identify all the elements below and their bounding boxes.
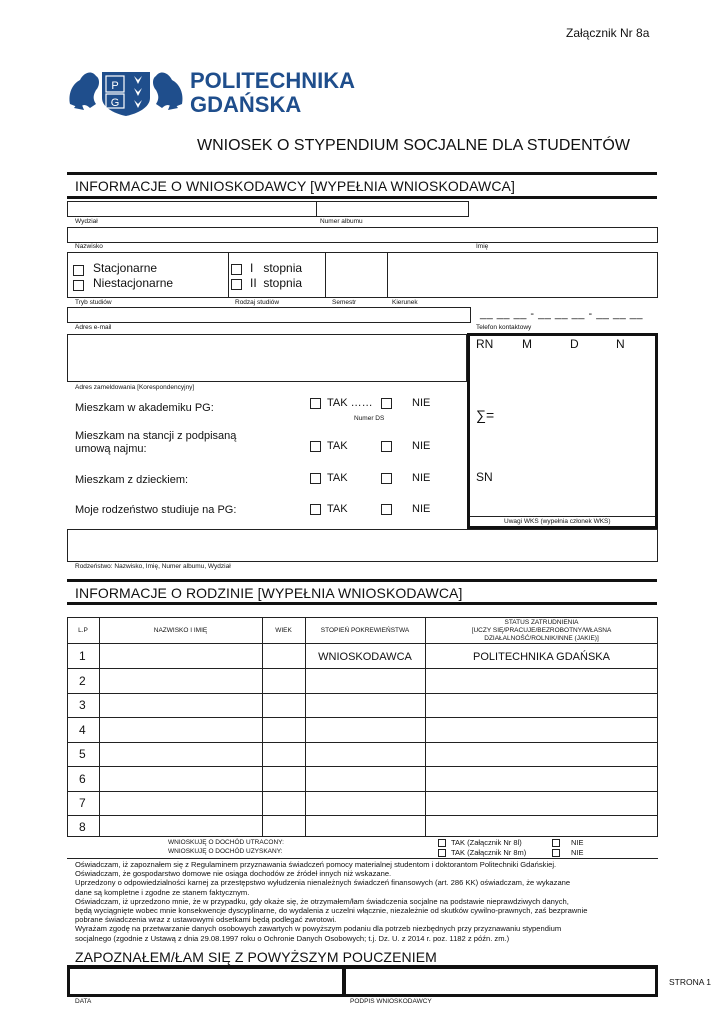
declaration-line: pobrane świadczenia wraz z ustawowymi odsetkami będą podlegać zwrotowi. <box>75 915 337 925</box>
email-input[interactable] <box>67 307 471 323</box>
q-rental-yes-label: TAK <box>327 440 348 452</box>
first-degree-label: I stopnia <box>250 261 303 275</box>
study-mode-label: Tryb studiów <box>75 299 112 306</box>
income-gained-yes-checkbox[interactable] <box>438 849 446 857</box>
family-table <box>67 617 658 837</box>
q-rental-label: Mieszkam na stancji z podpisaną umową najmu: <box>75 430 237 455</box>
stacjonarne-checkbox[interactable] <box>73 265 84 276</box>
q-child-no-label: NIE <box>412 472 431 484</box>
shield-letter-p: P <box>111 80 119 92</box>
niestacjonarne-checkbox[interactable] <box>73 280 84 291</box>
wks-sum: ∑= <box>476 407 495 423</box>
income-gained-no-label: NIE <box>571 848 584 857</box>
phone-label: Telefon kontaktowy <box>476 324 532 331</box>
acknowledgement: ZAPOZNAŁEM/ŁAM SIĘ Z POWYŻSZYM POUCZENIEM <box>75 949 437 965</box>
signature-input[interactable] <box>343 966 658 997</box>
logo-emblem-icon <box>66 64 186 116</box>
wks-col-rn: RN <box>476 337 494 351</box>
section1-top-rule <box>67 172 657 175</box>
col-name: NAZWISKO I IMIĘ <box>153 627 208 634</box>
income-lost-no-label: NIE <box>571 838 584 847</box>
declaration-line: socjalnego (zgodnie z Ustawą z dnia 29.08.1997 roku o Ochronie Danych Osobowych; t.j. Dz. U. z 2014 r. poz. 1182 z późn. zm.) <box>75 933 510 943</box>
declaration-line: Oświadczam, iż uprzedzono mnie, że w przypadku, gdy okaże się, że otrzymałem/łam świadczenia socjalne na podstawie nieprawdziwych danych, <box>75 896 569 906</box>
q-child-yes-checkbox[interactable] <box>310 473 321 484</box>
q-dormitory-label: Mieszkam w akademiku PG: <box>75 402 214 414</box>
row-7-lp: 7 <box>79 796 86 810</box>
declaration-line: dane są kompletne i zgodne ze stanem faktycznym. <box>75 887 250 897</box>
row-8-lp: 8 <box>79 820 86 834</box>
section1-title: INFORMACJE O WNIOSKODAWCY [WYPEŁNIA WNIOSKODAWCA] <box>75 178 515 194</box>
field-label: Kierunek <box>392 299 418 306</box>
q-dormitory-no-label: NIE <box>412 397 431 409</box>
q-rental-yes-checkbox[interactable] <box>310 441 321 452</box>
wks-caption: Uwagi WKS (wypełnia członek WKS) <box>504 518 611 525</box>
declarations <box>75 860 655 943</box>
income-lost-no-checkbox[interactable] <box>552 839 560 847</box>
stacjonarne-label: Stacjonarne <box>93 261 158 275</box>
q-dormitory-yes-label: TAK …… <box>327 397 373 409</box>
declaration-line: Oświadczam, że gospodarstwo domowe nie osiąga dochodów ze źródeł innych niż wskazane. <box>75 869 392 879</box>
wks-col-m: M <box>522 337 532 351</box>
q-dormitory-yes-checkbox[interactable] <box>310 398 321 409</box>
declaration-line: Oświadczam, iż zapoznałem się z Regulaminem przyznawania świadczeń pomocy materialnej studentom i doktorantom Politechniki Gdańskiej. <box>75 860 557 869</box>
siblings-label: Rodzeństwo: Nazwisko, Imię, Numer albumu, Wydział <box>75 563 231 570</box>
row-1-status: POLITECHNIKA GDAŃSKA <box>473 651 610 663</box>
income-gained-yes-label: TAK (Załącznik Nr 8m) <box>451 848 527 857</box>
album-input[interactable] <box>316 201 469 217</box>
col-relation: STOPIEŃ POKREWIEŃSTWA <box>320 627 410 634</box>
row-5-lp: 5 <box>79 747 86 761</box>
q-rental-no-checkbox[interactable] <box>381 441 392 452</box>
address-label: Adres zameldowania [Korespondencyjny] <box>75 384 195 391</box>
q-child-no-checkbox[interactable] <box>381 473 392 484</box>
row-1-lp: 1 <box>79 649 86 663</box>
q-siblings-label: Moje rodzeństwo studiuje na PG: <box>75 504 237 516</box>
date-label: DATA <box>75 998 92 1005</box>
declaration-line: Uprzedzony o odpowiedzialności karnej za przestępstwo wyłudzenia nienależnych świadczeń finansowych (art. 286 KK) oświadczam, że wykazane <box>75 878 571 888</box>
logo-text-line1: POLITECHNIKA <box>190 68 355 93</box>
date-input[interactable] <box>67 966 345 997</box>
address-input[interactable] <box>67 334 467 382</box>
q-rental-no-label: NIE <box>412 440 431 452</box>
second-degree-label: II stopnia <box>250 276 303 290</box>
shield-letter-g: G <box>110 97 120 109</box>
col-status-3: DZIAŁALNOŚĆ/ROLNIK/INNE (JAKIE)] <box>484 635 599 642</box>
section2-top-rule <box>67 579 657 582</box>
siblings-input[interactable] <box>67 529 658 562</box>
wks-sn: SN <box>476 470 493 484</box>
logo-text-line2: GDAŃSKA <box>190 92 302 117</box>
col-lp: L.P <box>78 627 88 634</box>
q-child-label: Mieszkam z dzieckiem: <box>75 474 189 486</box>
wks-box <box>467 333 658 529</box>
annex-label: Załącznik Nr 8a <box>566 26 650 40</box>
page-number: STRONA 1 <box>669 977 712 987</box>
ds-number-label: Numer DS <box>354 415 385 422</box>
faculty-label: Wydział <box>75 218 98 225</box>
income-lost-label: WNIOSKUJĘ O DOCHÓD UTRACONY: <box>168 839 284 846</box>
second-degree-checkbox[interactable] <box>231 279 242 290</box>
row-6-lp: 6 <box>79 772 86 786</box>
signature-label: PODPIS WNIOSKODAWCY <box>350 998 432 1005</box>
name-label: Imię <box>476 243 489 250</box>
surname-label: Nazwisko <box>75 243 103 250</box>
q-siblings-no-label: NIE <box>412 503 431 515</box>
phone-mask[interactable]: __ __ __ - __ __ __ - __ __ __ <box>480 308 644 320</box>
declaration-line: Wyrażam zgodę na przetwarzanie danych osobowych zawartych w powyższym podaniu dla potrzeb niezbędnych przy przyznawaniu stypendium <box>75 924 562 934</box>
income-gained-label: WNIOSKUJĘ O DOCHÓD UZYSKANY: <box>168 848 283 855</box>
q-siblings-yes-checkbox[interactable] <box>310 504 321 515</box>
degree-label: Rodzaj studiów <box>235 299 280 306</box>
semester-label: Semestr <box>332 299 357 306</box>
wks-col-d: D <box>570 337 579 351</box>
first-degree-checkbox[interactable] <box>231 264 242 275</box>
col-age: WIEK <box>275 627 292 634</box>
niestacjonarne-label: Niestacjonarne <box>93 276 174 290</box>
faculty-input[interactable] <box>67 201 317 217</box>
q-siblings-no-checkbox[interactable] <box>381 504 392 515</box>
section1-bottom-rule <box>67 196 657 199</box>
study-info-box <box>67 252 658 298</box>
email-label: Adres e-mail <box>75 324 112 331</box>
q-dormitory-no-checkbox[interactable] <box>381 398 392 409</box>
row-1-relation: WNIOSKODAWCA <box>318 651 412 663</box>
row-4-lp: 4 <box>79 723 86 737</box>
q-child-yes-label: TAK <box>327 472 348 484</box>
section2-bottom-rule <box>67 602 657 605</box>
wks-col-n: N <box>616 337 625 351</box>
row-3-lp: 3 <box>79 698 86 712</box>
row-2-lp: 2 <box>79 674 86 688</box>
form-title: WNIOSEK O STYPENDIUM SOCJALNE DLA STUDENTÓW <box>197 137 630 154</box>
section2-title: INFORMACJE O RODZINIE [WYPEŁNIA WNIOSKODAWCA] <box>75 585 463 601</box>
col-status-2: [UCZY SIĘ/PRACUJE/BEZROBOTNY/WŁASNA <box>471 627 612 634</box>
album-label: Numer albumu <box>320 218 363 225</box>
col-status-1: STATUS ZATRUDNIENIA <box>504 619 579 626</box>
q-siblings-yes-label: TAK <box>327 503 348 515</box>
income-gained-no-checkbox[interactable] <box>552 849 560 857</box>
pg-logo <box>66 64 186 116</box>
declaration-line: będą wyciągnięte wobec mnie konsekwencje dyscyplinarne, do wydalenia z uczelni włącznie, niezależnie od skutków cywilno-prawnych, zaś bezprawnie <box>75 906 588 916</box>
income-lost-yes-checkbox[interactable] <box>438 839 446 847</box>
surname-name-input[interactable] <box>67 227 658 243</box>
income-lost-yes-label: TAK (Załącznik Nr 8l) <box>451 838 522 847</box>
